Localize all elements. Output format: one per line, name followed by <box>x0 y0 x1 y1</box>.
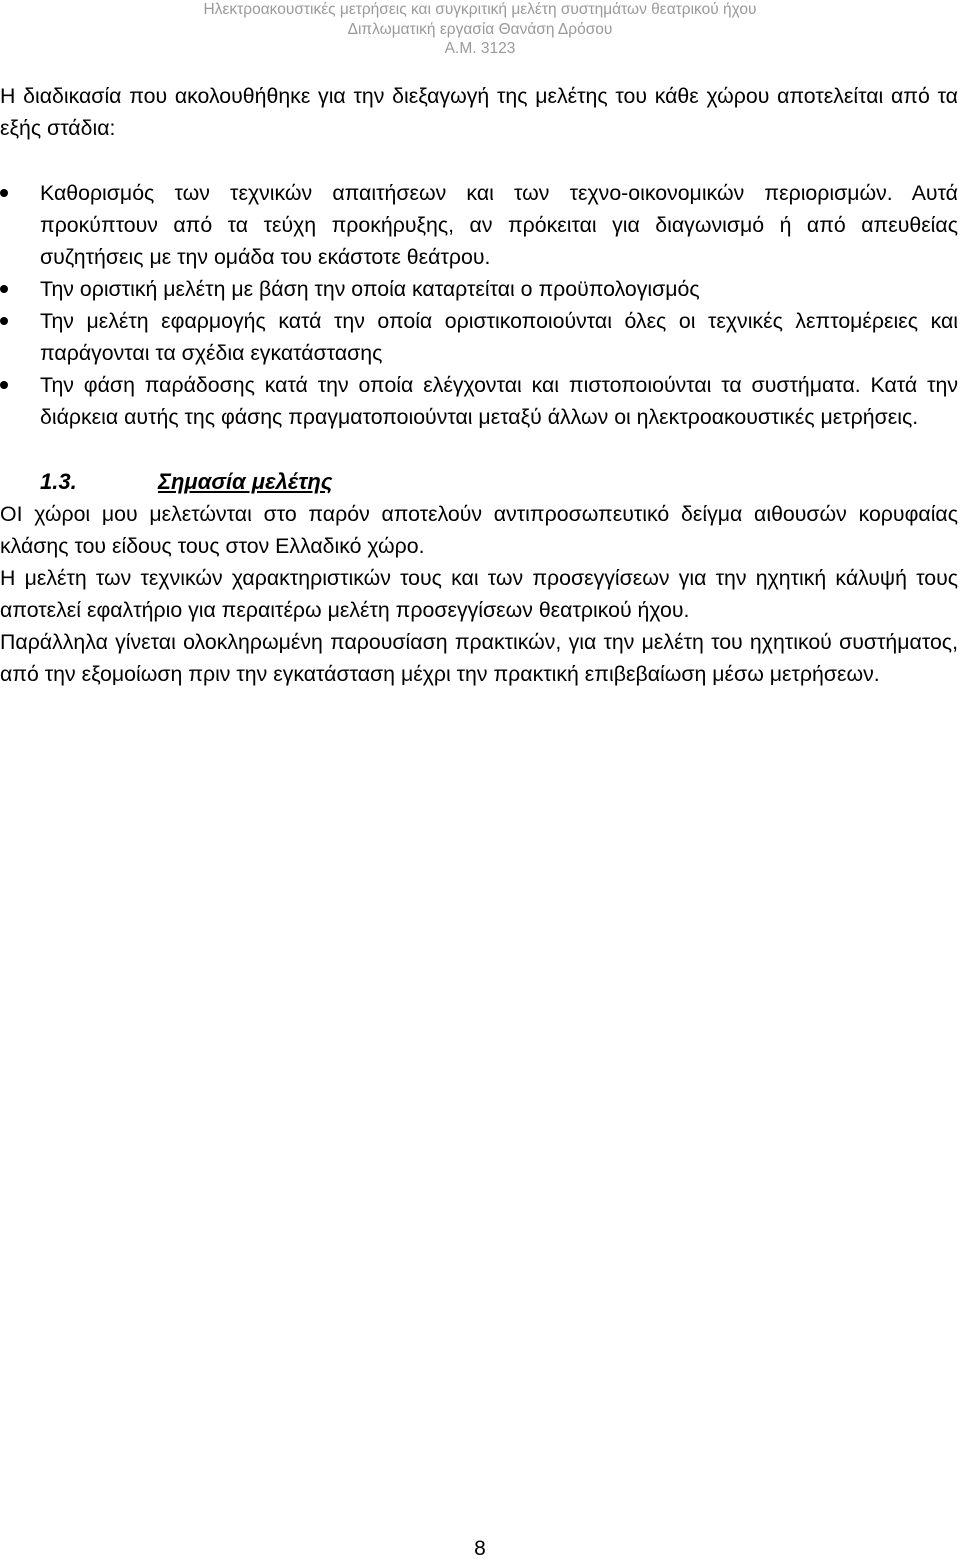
list-item-text: Την οριστική μελέτη με βάση την οποία καταρτείται ο προϋπολογισμός <box>40 277 700 301</box>
section-number: 1.3. <box>40 469 77 494</box>
list-item-text: Την μελέτη εφαρμογής κατά την οποία οριστικοποιούνται όλες οι τεχνικές λεπτομέρειες και παράγονται τα σχέδια εγκατάστασης <box>40 309 958 365</box>
page-number: 8 <box>474 1537 486 1560</box>
header-title: Ηλεκτροακουστικές μετρήσεις και συγκριτική μελέτη συστημάτων θεατρικού ήχου <box>203 1 757 18</box>
bullet-icon <box>0 381 8 389</box>
body-paragraph: Η μελέτη των τεχνικών χαρακτηριστικών τους και των προσεγγίσεων για την ηχητική κάλυψή τους αποτελεί εφαλτήριο για περαιτέρω μελέτη προσεγγίσεων θεατρικού ήχου. <box>0 566 958 622</box>
list-item <box>0 273 958 305</box>
body-paragraph: Παράλληλα γίνεται ολοκληρωμένη παρουσίαση πρακτικών, για την μελέτη του ηχητικού συστήματος, από την εξομοίωση πριν την εγκατάσταση μέχρι την πρακτική επιβεβαίωση μέσω μετρήσεων. <box>0 630 958 686</box>
list-item <box>0 305 958 369</box>
bullet-icon <box>0 317 8 325</box>
header-author: Διπλωματική εργασία Θανάση Δρόσου <box>347 20 613 38</box>
intro-paragraph: Η διαδικασία που ακολουθήθηκε για την διεξαγωγή της μελέτης του κάθε χώρου αποτελείται από τα εξής στάδια: <box>0 84 958 140</box>
document-body <box>0 80 958 690</box>
page-header <box>0 0 960 59</box>
section-title: Σημασία μελέτης <box>158 469 333 494</box>
header-registration-number: Α.Μ. 3123 <box>444 40 516 57</box>
body-paragraph: ΟΙ χώροι μου μελετώνται στο παρόν αποτελούν αντιπροσωπευτικό δείγμα αιθουσών κορυφαίας κλάσης του είδους τους στον Ελλαδικό χώρο. <box>0 502 958 558</box>
section-heading <box>0 466 958 498</box>
bullet-icon <box>0 189 8 197</box>
list-item-text: Την φάση παράδοσης κατά την οποία ελέγχονται και πιστοποιούνται τα συστήματα. Κατά την διάρκεια αυτής της φάσης πραγματοποιούνται μεταξύ άλλων οι ηλεκτροακουστικές μετρήσεις. <box>40 373 958 429</box>
bullet-icon <box>0 285 8 293</box>
list-item <box>0 177 958 273</box>
list-item-text: Καθορισμός των τεχνικών απαιτήσεων και των τεχνο-οικονομικών περιορισμών. Αυτά προκύπτουν από τα τεύχη προκήρυξης, αν πρόκειται για διαγωνισμό ή από απευθείας συζητήσεις με την ομάδα του εκάστοτε θεάτρου. <box>40 181 958 269</box>
stages-list <box>0 177 958 433</box>
list-item <box>0 369 958 433</box>
